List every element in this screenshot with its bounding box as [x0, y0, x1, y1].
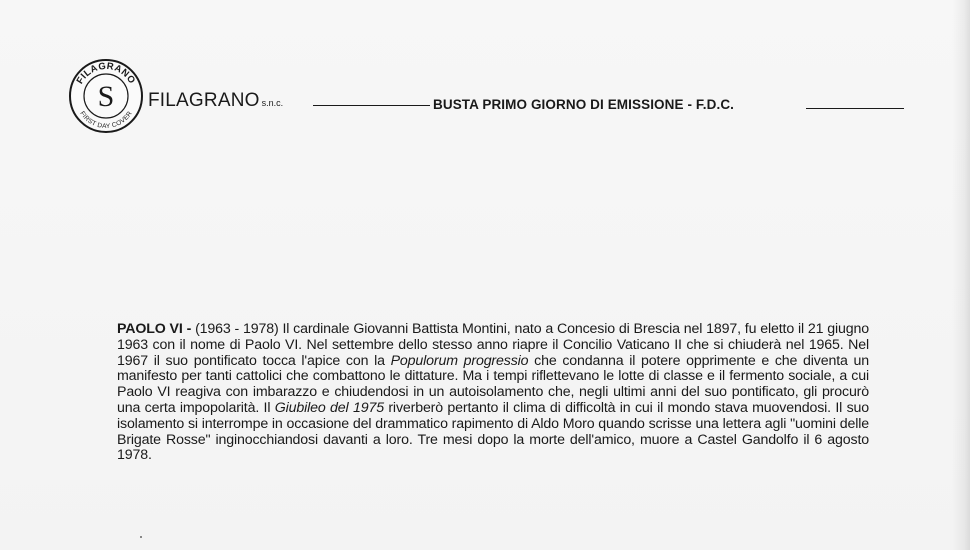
filagrano-logo	[68, 58, 144, 134]
svg-text:S: S	[97, 80, 115, 113]
description-text	[117, 322, 869, 464]
brand	[148, 90, 283, 112]
svg-text:FILAGRANO: FILAGRANO	[74, 60, 138, 87]
svg-text:FIRST DAY COVER: FIRST DAY COVER	[78, 110, 134, 131]
description-italic-1: Populorum progressio	[390, 352, 529, 369]
description-part-2: che condanna il potere opprimente e che diventa un manifesto per tanti cattolici che combattono le dittature. Ma i tempi riflettevano le lotte di classe e il fermento sociale, a cui Paolo VI reagiva con imbarazzo e chiudendosi in un autoisolamento che, negli ultimi anni del suo pontificato, gli procurò una certa impopolarità. Il	[117, 352, 869, 416]
brand-name: FILAGRANO	[148, 90, 260, 111]
cover-title: BUSTA PRIMO GIORNO DI EMISSIONE - F.D.C.	[433, 97, 735, 112]
description-part-3: riverberò pertanto il clima di difficoltà in cui il mondo stava muovendosi. Il suo isolamento si interrompe in occasione del drammatico rapimento di Aldo Moro quando scrisse una lettera agli "uomini delle Brigate Rosse" inginocchiandosi davanti a loro. Tre mesi dopo la morte dell'amico, muore a Castel Gandolfo il 6 agosto 1978.	[117, 399, 869, 464]
description-paragraph	[117, 322, 869, 464]
description-part-1: (1963 - 1978) Il cardinale Giovanni Battista Montini, nato a Concesio di Brescia nel 1897, fu eletto il 21 giugno 1963 con il nome di Paolo VI. Nel settembre dello stesso anno riapre il Concilio Vaticano II che si chiuderà nel 1965. Nel 1967 il suo pontificato tocca l'apice con la	[117, 321, 869, 369]
brand-suffix: s.n.c.	[261, 98, 284, 108]
header-rule-left	[313, 105, 430, 106]
paper-speck	[140, 536, 142, 538]
header-rule-right	[806, 108, 904, 109]
filagrano-seal-icon	[68, 58, 144, 134]
description-heading: PAOLO VI -	[117, 321, 192, 337]
description-italic-2: Giubileo del 1975	[274, 399, 384, 416]
